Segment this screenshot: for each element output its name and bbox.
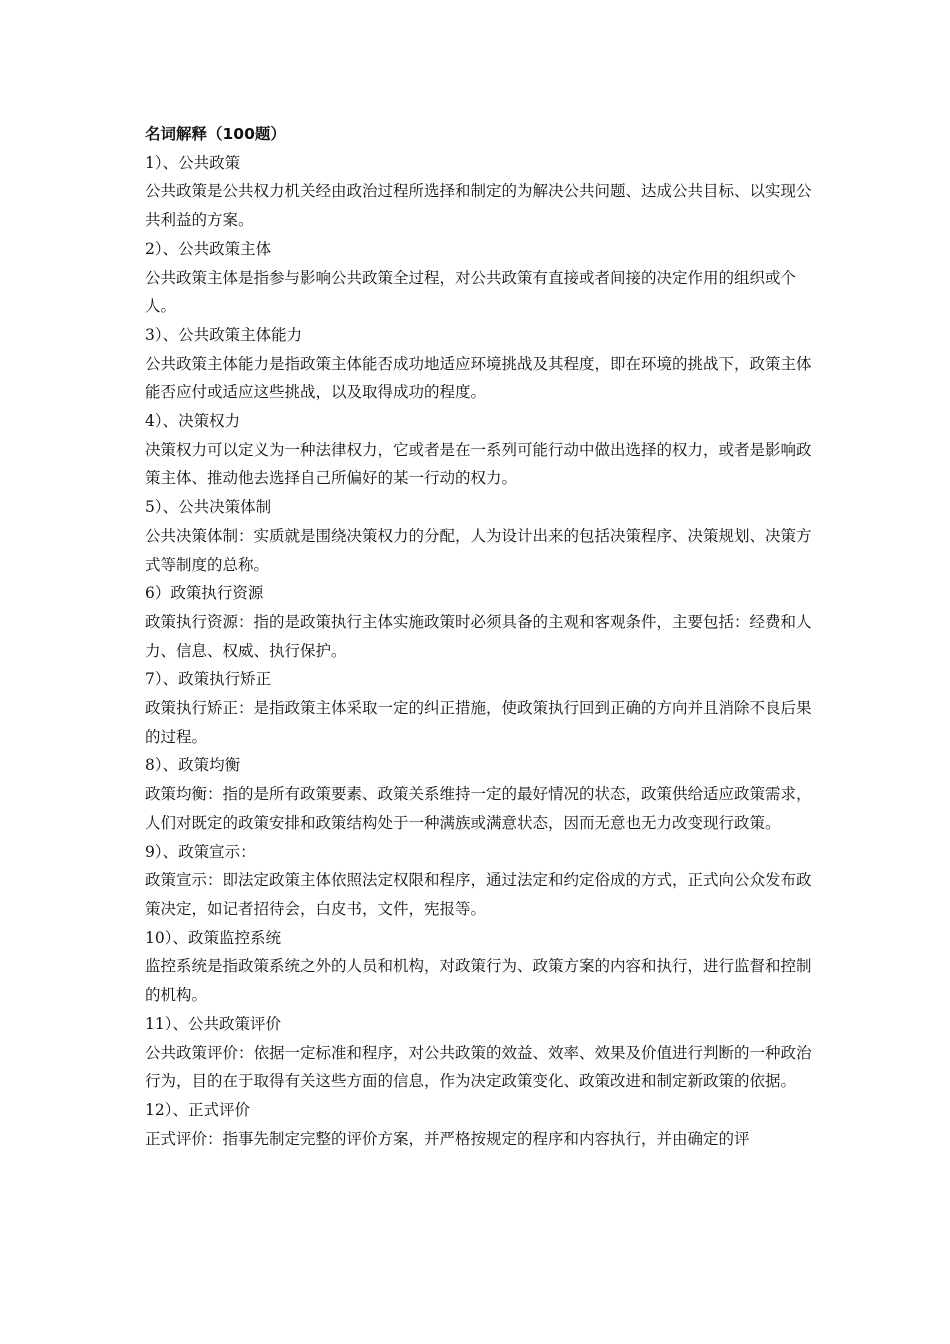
entry-body: 决策权力可以定义为一种法律权力，它或者是在一系列可能行动中做出选择的权力，或者是影响政策主体、推动他去选择自己所偏好的某一行动的权力。 [145, 440, 812, 488]
entry-heading: 6）政策执行资源 [145, 584, 264, 603]
entry-body: 政策宣示：即法定政策主体依照法定权限和程序，通过法定和约定俗成的方式，正式向公众发布政策决定，如记者招待会，白皮书，文件，宪报等。 [145, 871, 812, 918]
document-title: 名词解释（100题） [145, 125, 286, 143]
entry-6 [145, 579, 825, 665]
entry-body: 公共政策主体是指参与影响公共政策全过程，对公共政策有直接或者间接的决定作用的组织或个人。 [145, 268, 797, 316]
entry-body: 政策执行矫正：是指政策主体采取一定的纠正措施，使政策执行回到正确的方向并且消除不良后果的过程。 [145, 699, 812, 746]
entry-7 [145, 665, 825, 751]
entry-body: 公共政策是公共权力机关经由政治过程所选择和制定的为解决公共问题、达成公共目标、以实现公共利益的方案。 [145, 182, 812, 230]
entry-heading: 4）、决策权力 [145, 412, 241, 431]
entry-heading: 7）、政策执行矫正 [145, 670, 272, 689]
entry-2 [145, 235, 825, 321]
entry-body: 监控系统是指政策系统之外的人员和机构，对政策行为、政策方案的内容和执行，进行监督和控制的机构。 [145, 957, 812, 1005]
entry-heading: 1）、公共政策 [145, 153, 241, 172]
entry-3 [145, 321, 825, 407]
entry-heading: 3）、公共政策主体能力 [145, 325, 303, 344]
entry-heading: 11）、公共政策评价 [145, 1014, 281, 1033]
entry-heading: 2）、公共政策主体 [145, 239, 272, 258]
entry-10 [145, 924, 825, 1010]
entry-body: 公共决策体制：实质就是围绕决策权力的分配，人为设计出来的包括决策程序、决策规划、决策方式等制度的总称。 [145, 526, 812, 574]
entry-body: 政策均衡：指的是所有政策要素、政策关系维持一定的最好情况的状态，政策供给适应政策需求，人们对既定的政策安排和政策结构处于一种满族或满意状态，因而无意也无力改变现行政策。 [145, 785, 812, 832]
entry-heading: 9）、政策宣示： [145, 842, 256, 861]
entry-heading: 5）、公共决策体制 [145, 498, 272, 517]
document-page [145, 120, 825, 1153]
entry-body: 正式评价：指事先制定完整的评价方案，并严格按规定的程序和内容执行，并由确定的评 [145, 1129, 750, 1148]
entry-8 [145, 751, 825, 837]
entry-body: 公共政策主体能力是指政策主体能否成功地适应环境挑战及其程度，即在环境的挑战下，政策主体能否应付或适应这些挑战，以及取得成功的程度。 [145, 354, 812, 402]
entry-body: 公共政策评价：依据一定标准和程序，对公共政策的效益、效率、效果及价值进行判断的一种政治行为，目的在于取得有关这些方面的信息，作为决定政策变化、政策改进和制定新政策的依据。 [145, 1043, 812, 1091]
entry-heading: 10）、政策监控系统 [145, 928, 281, 947]
entry-11 [145, 1010, 825, 1096]
entry-9 [145, 838, 825, 924]
entry-5 [145, 493, 825, 579]
entry-heading: 12）、正式评价 [145, 1100, 250, 1119]
entry-heading: 8）、政策均衡 [145, 756, 241, 775]
entry-1 [145, 149, 825, 235]
entry-12 [145, 1096, 825, 1153]
entry-4 [145, 407, 825, 493]
entry-body: 政策执行资源：指的是政策执行主体实施政策时必须具备的主观和客观条件，主要包括：经费和人力、信息、权威、执行保护。 [145, 612, 812, 660]
